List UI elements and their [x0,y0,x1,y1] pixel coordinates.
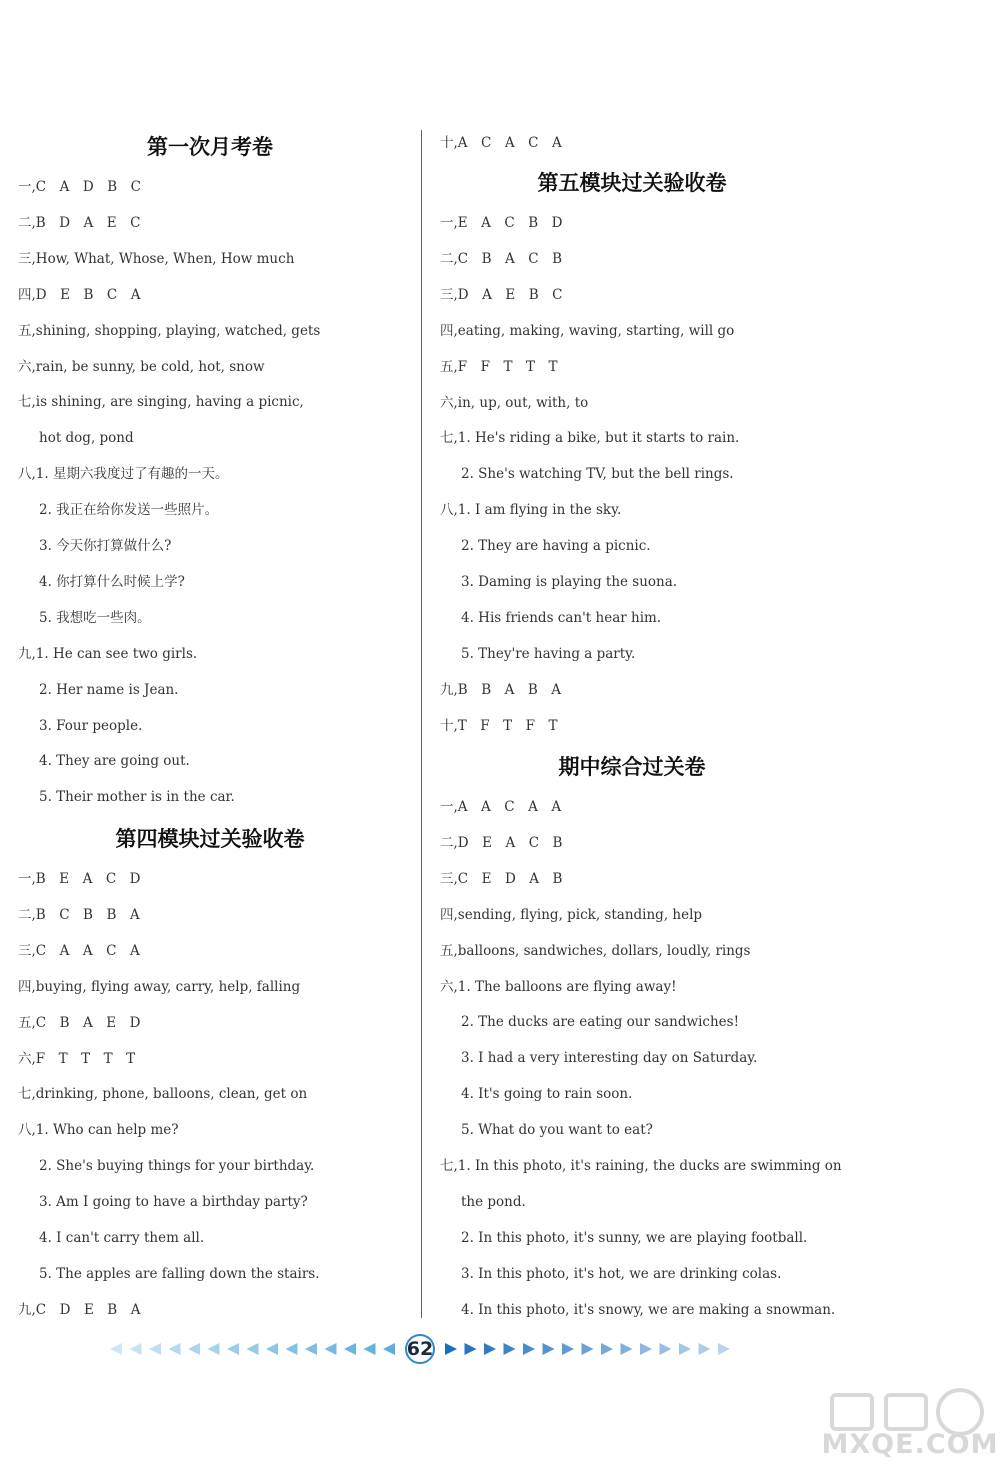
answer-line: 七,drinking, phone, balloons, clean, get on [18,1086,308,1103]
left-arrow-icon [227,1343,239,1355]
answer-line: 5. The apples are falling down the stairs. [39,1265,320,1282]
answer-line: 三,How, What, Whose, When, How much [18,250,295,267]
answer-line: 5. What do you want to eat? [461,1122,653,1139]
answer-line: 九,B B A B A [440,681,562,698]
answer-line: 3. Four people. [39,717,143,734]
answer-line: 2. The ducks are eating our sandwiches! [461,1014,739,1031]
right-arrow-icon [582,1343,594,1355]
answer-line: 5. They're having a party. [461,645,636,662]
right-arrow-icon [523,1343,535,1355]
answer-line: 2. Her name is Jean. [39,681,179,698]
right-arrow-icon [699,1343,711,1355]
right-arrow-icon [718,1343,730,1355]
answer-line: 4. 你打算什么时候上学? [39,573,185,590]
answer-line: 四,buying, flying away, carry, help, falling [18,978,301,995]
answer-line: 一,E A C B D [440,215,563,231]
answer-line: 2. They are having a picnic. [461,538,651,555]
answer-line: 二,B C B B A [18,906,140,923]
answer-line: 3. Am I going to have a birthday party? [39,1194,308,1211]
answer-line: 2. 我正在给你发送一些照片。 [39,502,219,519]
answer-line: 八,1. Who can help me? [18,1122,179,1139]
answer-line: 3. 今天你打算做什么? [39,538,172,554]
watermark [820,1385,1000,1470]
answer-line: 2. In this photo, it's sunny, we are playing football. [461,1229,808,1246]
answer-line: 一,A A C A A [440,799,562,815]
left-arrow-icon [286,1343,298,1355]
right-arrow-icon [562,1343,574,1355]
answer-line: 五,shining, shopping, playing, watched, gets [18,322,321,339]
section-heading: 第五模块过关验收卷 [537,171,727,195]
column-divider [421,130,422,1318]
answer-line: 四,D E B C A [18,286,141,303]
left-arrow-icon [208,1343,220,1355]
answer-line: 四,sending, flying, pick, standing, help [440,906,703,923]
answer-line: 2. She's buying things for your birthday. [39,1158,315,1175]
answer-line: 五,balloons, sandwiches, dollars, loudly, rings [440,942,751,959]
answer-line: the pond. [461,1193,526,1210]
answer-line: 七,1. He's riding a bike, but it starts to rain. [440,430,740,447]
answer-line: 九,1. He can see two girls. [18,645,198,662]
left-arrow-icon [247,1343,259,1355]
answer-line: 九,C D E B A [18,1301,141,1318]
left-arrow-icon [383,1343,395,1355]
right-arrow-icon [504,1343,516,1355]
answer-line: hot dog, pond [39,430,134,447]
page-number: 62 [406,1338,434,1360]
left-arrow-icon [188,1343,200,1355]
answer-line: 二,B D A E C [18,214,141,231]
answer-line: 一,B E A C D [18,871,141,887]
answer-line: 二,D E A C B [440,834,563,851]
answer-line: 5. Their mother is in the car. [39,789,235,806]
right-arrow-icon [465,1343,477,1355]
answer-line: 2. She's watching TV, but the bell rings. [461,466,734,483]
page-number-circle [406,1335,434,1363]
right-arrow-icon [679,1343,691,1355]
answer-line: 5. 我想吃一些肉。 [39,609,151,626]
answer-line: 3. In this photo, it's hot, we are drinking colas. [461,1265,782,1282]
section-heading: 期中综合过关卷 [558,755,706,779]
answer-line: 4. I can't carry them all. [39,1230,205,1246]
right-arrow-icon [445,1343,457,1355]
right-arrow-icon [660,1343,672,1355]
arrow-ribbon [100,1333,740,1365]
section-heading: 第一次月考卷 [147,135,273,159]
answer-line: 三,C E D A B [440,870,563,887]
right-arrow-icon [543,1343,555,1355]
left-arrow-icon [130,1343,142,1355]
left-arrow-icon [266,1343,278,1355]
answer-line: 4. They are going out. [39,753,190,770]
answer-line: 二,C B A C B [440,250,563,267]
answer-line: 一,C A D B C [18,179,141,195]
left-arrow-icon [364,1343,376,1355]
page-footer [100,1333,740,1365]
answer-line: 4. It's going to rain soon. [461,1086,633,1103]
answer-line: 4. In this photo, it's snowy, we are making a snowman. [461,1301,836,1318]
answer-line: 3. Daming is playing the suona. [461,574,678,590]
answer-line: 八,1. I am flying in the sky. [440,502,622,519]
answer-line: 十,T F T F T [440,717,558,734]
left-arrow-icon [305,1343,317,1355]
right-arrow-icon [621,1343,633,1355]
answer-line: 六,rain, be sunny, be cold, hot, snow [18,358,265,375]
watermark-logo [820,1385,1000,1435]
right-arrow-icon [640,1343,652,1355]
answer-line: 六,in, up, out, with, to [440,394,589,411]
left-arrow-icon [169,1343,181,1355]
answer-line: 五,C B A E D [18,1014,141,1031]
left-arrow-icon [110,1343,122,1355]
answer-line: 五,F F T T T [440,358,558,375]
answer-line: 八,1. 星期六我度过了有趣的一天。 [18,466,229,483]
answer-line: 三,D A E B C [440,286,563,303]
answer-line: 十,A C A C A [440,135,562,151]
answer-line: 六,1. The balloons are flying away! [440,978,677,995]
watermark-text: MXQE.COM [821,1429,999,1460]
answer-line: 七,is shining, are singing, having a picnic, [18,394,304,411]
answer-line: 4. His friends can't hear him. [461,609,662,626]
left-arrow-icon [325,1343,337,1355]
answer-line: 七,1. In this photo, it's raining, the ducks are swimming on [440,1158,842,1174]
answer-line: 3. I had a very interesting day on Saturday. [461,1050,758,1067]
answer-line: 四,eating, making, waving, starting, will go [440,322,735,339]
right-arrow-icon [484,1343,496,1355]
section-heading: 第四模块过关验收卷 [115,827,305,851]
answer-line: 六,F T T T T [18,1050,136,1067]
left-arrow-icon [149,1343,161,1355]
left-arrow-icon [344,1343,356,1355]
answer-line: 三,C A A C A [18,942,140,959]
right-arrow-icon [601,1343,613,1355]
